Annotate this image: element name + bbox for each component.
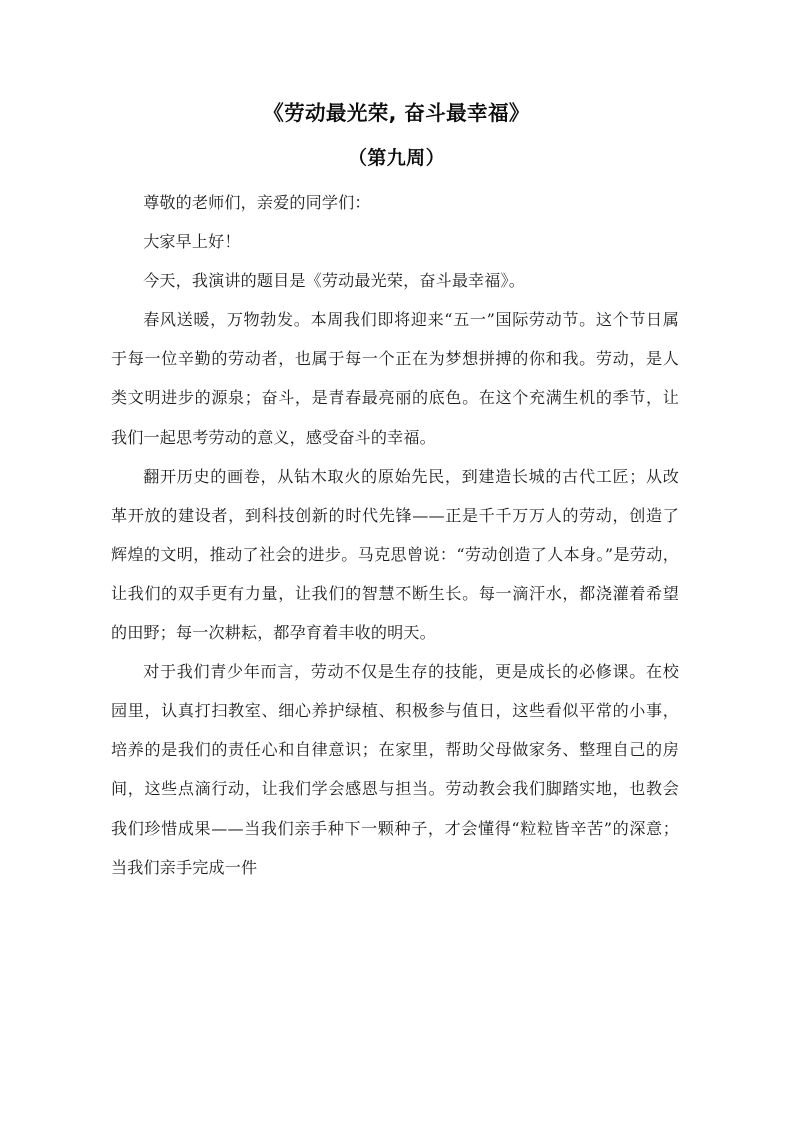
paragraph-history-scroll: 翻开历史的画卷，从钻木取火的原始先民，到建造长城的古代工匠；从改革开放的建设者，到科技创新的时代先锋——正是千千万万人的劳动，创造了辉煌的文明，推动了社会的进步。马克思曾说：“劳动创造了人本身。”是劳动，让我们的双手更有力量，让我们的智慧不断生长。每一滴汗水，都浇灌着希望的田野；每一次耕耘，都孕育着丰收的明天。 [111,466,679,643]
page-title: 《劳动最光荣, 奋斗最幸福》 [263,101,530,125]
paragraph-salutation: 尊敬的老师们，亲爱的同学们： [143,193,371,212]
paragraph-spring-labor-day: 春风送暖，万物勃发。本周我们即将迎来“五一”国际劳动节。这个节日属于每一位辛勤的劳动者，也属于每一个正在为梦想拼搏的你和我。劳动，是人类文明进步的源泉；奋斗，是青春最亮丽的底色。在这个充满生机的季节，让我们一起思考劳动的意义，感受奋斗的幸福。 [111,310,679,447]
paragraph-topic: 今天，我演讲的题目是《劳动最光荣，奋斗最幸福》。 [143,271,525,291]
page-subtitle: （第九周） [347,147,445,169]
paragraph-youth-labor: 对于我们青少年而言，劳动不仅是生存的技能，更是成长的必修课。在校园里，认真打扫教室、细心养护绿植、积极参与值日，这些看似平常的小事，培养的是我们的责任心和自律意识；在家里，帮助父母做家务、整理自己的房间，这些点滴行动，让我们学会感恩与担当。劳动教会我们脚踏实地，也教会我们珍惜成果——当我们亲手种下一颗种子，才会懂得“粒粒皆辛苦”的深意；当我们亲手完成一件 [111,662,679,877]
title-block [0,98,793,172]
document-body [111,183,679,887]
paragraph-greeting: 大家早上好！ [143,232,241,252]
